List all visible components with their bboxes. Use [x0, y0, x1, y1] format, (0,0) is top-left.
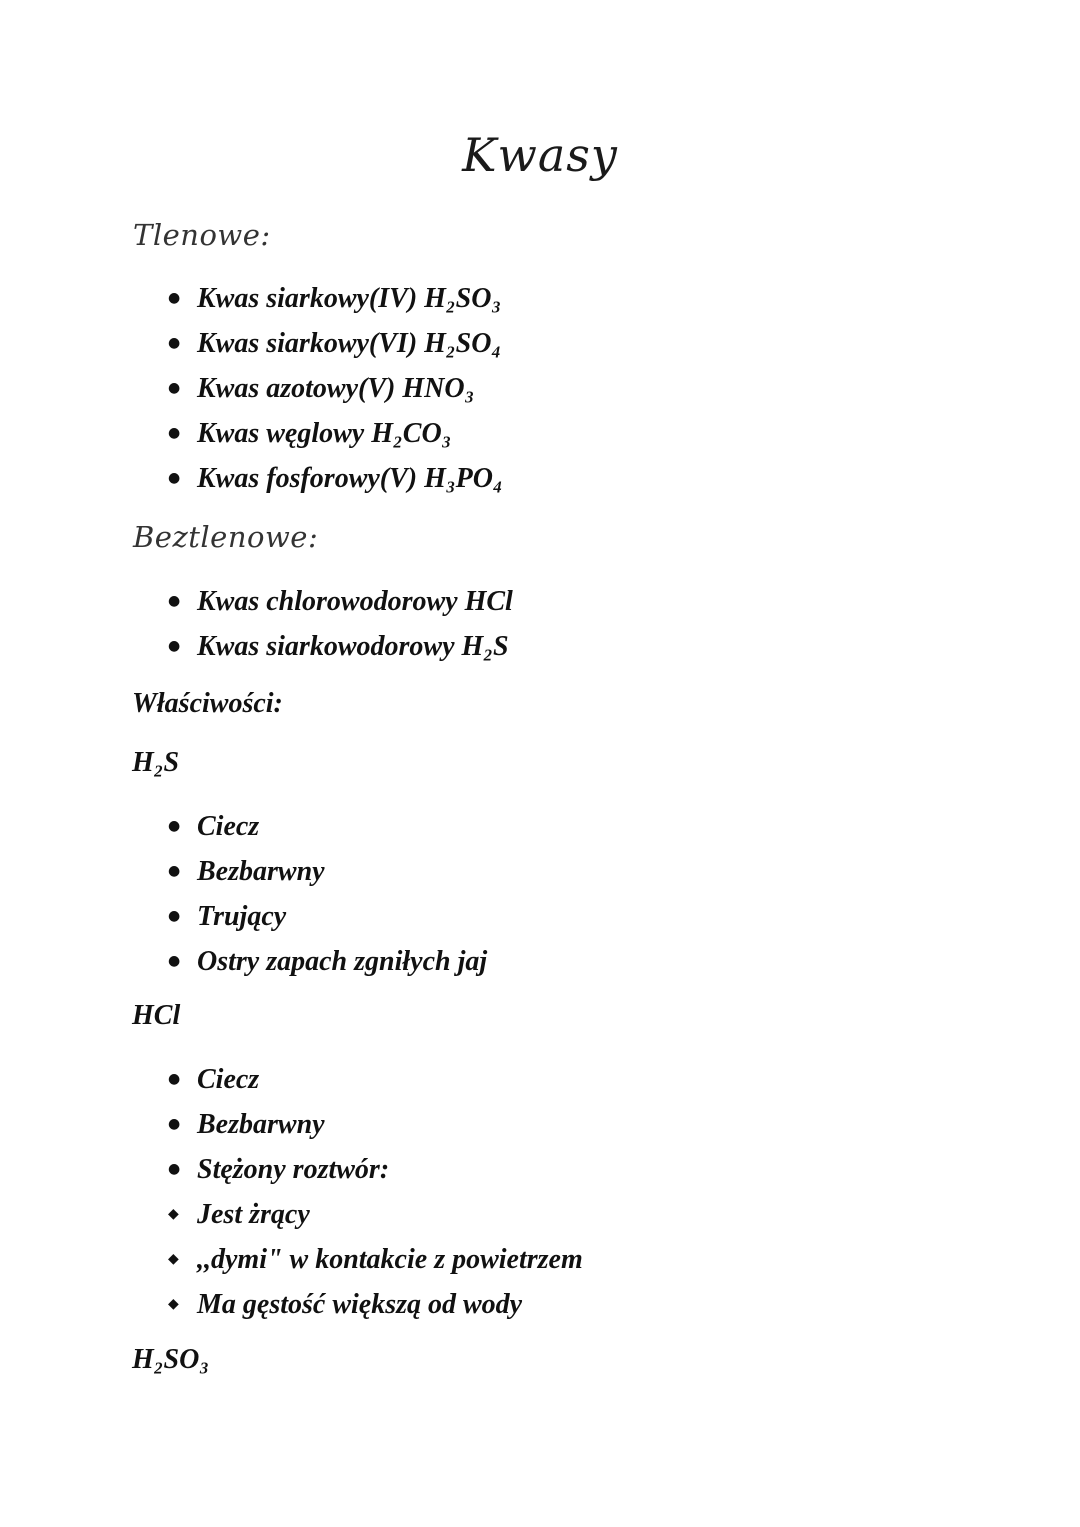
list-h2s — [165, 804, 487, 984]
list-item: ● Kwas węglowy H₂CO₃ — [165, 411, 503, 456]
bullet-icon — [165, 893, 197, 941]
list-item: ● Ciecz — [165, 1057, 583, 1102]
bullet-icon — [165, 1101, 197, 1149]
list-item: ● Stężony roztwór: — [165, 1147, 583, 1192]
bullet-icon — [165, 938, 197, 986]
section-label-tlenowe: Tlenowe: — [133, 218, 271, 252]
list-item: ● Kwas azotowy(V) HNO₃ — [165, 366, 503, 411]
bullet-icon — [165, 275, 197, 323]
list-tlenowe — [165, 276, 503, 501]
bullet-icon — [165, 320, 197, 368]
sub-list-item: ◆ Jest żrący — [165, 1192, 583, 1237]
heading-h2so3: H₂SO₃ — [132, 1344, 210, 1375]
list-item: ● Kwas siarkowodorowy H₂S — [165, 624, 513, 669]
list-item: ● Bezbarwny — [165, 849, 487, 894]
list-item: ● Kwas siarkowy(VI) H₂SO₄ — [165, 321, 503, 366]
section-label-beztlenowe: Beztlenowe: — [133, 520, 319, 554]
diamond-bullet-icon — [165, 1236, 197, 1284]
bullet-icon — [165, 1056, 197, 1104]
heading-wlasciwosci: Właściwości: — [132, 688, 283, 719]
bullet-icon — [165, 623, 197, 671]
list-hcl — [165, 1057, 583, 1327]
list-item: ● Kwas fosforowy(V) H₃PO₄ — [165, 456, 503, 501]
heading-h2s: H₂S — [132, 747, 180, 778]
sub-list-item: ◆ Ma gęstość większą od wody — [165, 1282, 583, 1327]
bullet-icon — [165, 578, 197, 626]
bullet-icon — [165, 803, 197, 851]
list-item: ● Trujący — [165, 894, 487, 939]
bullet-icon — [165, 455, 197, 503]
list-beztlenowe — [165, 579, 513, 669]
list-item: ● Ciecz — [165, 804, 487, 849]
diamond-bullet-icon — [165, 1281, 197, 1329]
bullet-icon — [165, 1146, 197, 1194]
page-title: Kwasy — [462, 128, 618, 182]
bullet-icon — [165, 365, 197, 413]
bullet-icon — [165, 410, 197, 458]
list-item: ● Ostry zapach zgniłych jaj — [165, 939, 487, 984]
heading-hcl: HCl — [132, 1000, 181, 1031]
list-item: ● Bezbarwny — [165, 1102, 583, 1147]
list-item: ● Kwas chlorowodorowy HCl — [165, 579, 513, 624]
bullet-icon — [165, 848, 197, 896]
list-item: ● Kwas siarkowy(IV) H₂SO₃ — [165, 276, 503, 321]
diamond-bullet-icon — [165, 1191, 197, 1239]
sub-list-item: ◆ ,,dymi" w kontakcie z powietrzem — [165, 1237, 583, 1282]
